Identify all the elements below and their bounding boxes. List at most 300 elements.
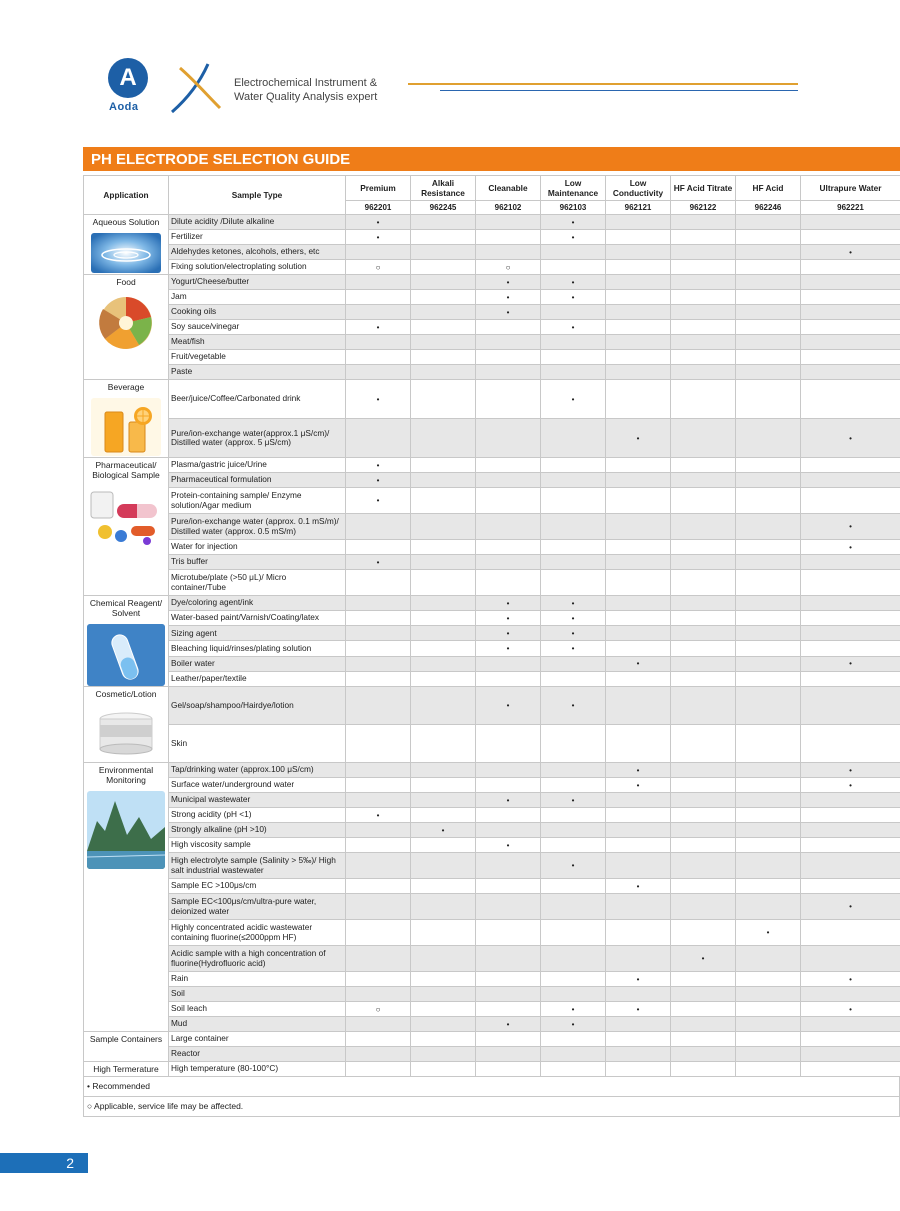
empty-cell <box>346 275 411 290</box>
sample-type-cell: Aldehydes ketones, alcohols, ethers, etc <box>169 245 346 260</box>
legend-recommended: • Recommended <box>83 1076 900 1097</box>
application-label: Beverage <box>107 382 145 392</box>
recommended-mark: • <box>476 305 541 320</box>
empty-cell <box>411 853 476 879</box>
empty-cell <box>476 946 541 972</box>
sample-type-cell: Large container <box>169 1032 346 1047</box>
empty-cell <box>606 626 671 641</box>
empty-cell <box>736 1032 801 1047</box>
empty-cell <box>541 778 606 793</box>
empty-cell <box>541 1062 606 1077</box>
recommended-mark: • <box>801 540 900 555</box>
empty-cell <box>346 611 411 626</box>
empty-cell <box>411 350 476 365</box>
recommended-mark: • <box>801 1002 900 1017</box>
page-header <box>0 0 900 130</box>
guide-title: PH ELECTRODE SELECTION GUIDE <box>83 147 900 171</box>
empty-cell <box>476 894 541 920</box>
sample-type-cell: Boiler water <box>169 656 346 671</box>
empty-cell <box>801 687 900 725</box>
recommended-mark: • <box>801 972 900 987</box>
empty-cell <box>736 215 801 230</box>
empty-cell <box>606 1017 671 1032</box>
application-label: Pharmaceutical/ Biological Sample <box>92 460 160 480</box>
empty-cell <box>736 946 801 972</box>
recommended-mark: • <box>346 320 411 335</box>
empty-cell <box>801 987 900 1002</box>
empty-cell <box>541 725 606 763</box>
empty-cell <box>411 987 476 1002</box>
empty-cell <box>736 488 801 514</box>
sample-type-cell: High temperature (80-100°C) <box>169 1062 346 1077</box>
food-image <box>91 293 161 351</box>
table-row <box>84 380 900 419</box>
recommended-mark: • <box>476 626 541 641</box>
recommended-mark: • <box>541 853 606 879</box>
empty-cell <box>476 1047 541 1062</box>
empty-cell <box>606 260 671 275</box>
sample-type-cell: Gel/soap/shampoo/Hairdye/lotion <box>169 687 346 725</box>
table-row <box>84 275 900 290</box>
empty-cell <box>671 987 736 1002</box>
empty-cell <box>411 1032 476 1047</box>
empty-cell <box>476 1002 541 1017</box>
empty-cell <box>411 1047 476 1062</box>
header-model-name: Ultrapure Water <box>801 176 900 201</box>
empty-cell <box>411 365 476 380</box>
empty-cell <box>476 808 541 823</box>
empty-cell <box>411 641 476 656</box>
sample-type-cell: Mud <box>169 1017 346 1032</box>
empty-cell <box>411 611 476 626</box>
empty-cell <box>346 894 411 920</box>
empty-cell <box>411 320 476 335</box>
empty-cell <box>736 540 801 555</box>
applicable-mark: ○ <box>346 260 411 275</box>
empty-cell <box>476 540 541 555</box>
table-row <box>84 458 900 473</box>
empty-cell <box>476 514 541 540</box>
empty-cell <box>411 215 476 230</box>
table-row <box>84 920 900 946</box>
empty-cell <box>541 823 606 838</box>
empty-cell <box>671 808 736 823</box>
recommended-mark: • <box>801 656 900 671</box>
table-row <box>84 215 900 230</box>
empty-cell <box>801 823 900 838</box>
empty-cell <box>801 1047 900 1062</box>
header-model-code: 962103 <box>541 201 606 215</box>
empty-cell <box>606 230 671 245</box>
empty-cell <box>801 350 900 365</box>
empty-cell <box>606 275 671 290</box>
empty-cell <box>736 473 801 488</box>
empty-cell <box>411 1062 476 1077</box>
empty-cell <box>346 626 411 641</box>
empty-cell <box>541 514 606 540</box>
empty-cell <box>476 778 541 793</box>
empty-cell <box>671 245 736 260</box>
empty-cell <box>671 853 736 879</box>
page-number: 2 <box>0 1153 88 1173</box>
empty-cell <box>736 823 801 838</box>
empty-cell <box>541 473 606 488</box>
empty-cell <box>411 596 476 611</box>
empty-cell <box>476 458 541 473</box>
empty-cell <box>346 1047 411 1062</box>
empty-cell <box>541 763 606 778</box>
table-row <box>84 611 900 626</box>
table-row <box>84 656 900 671</box>
empty-cell <box>671 365 736 380</box>
application-label: Aqueous Solution <box>92 217 160 227</box>
empty-cell <box>346 290 411 305</box>
empty-cell <box>736 853 801 879</box>
recommended-mark: • <box>541 290 606 305</box>
recommended-mark: • <box>801 778 900 793</box>
sample-type-cell: Paste <box>169 365 346 380</box>
empty-cell <box>736 245 801 260</box>
application-cell <box>84 687 169 763</box>
empty-cell <box>671 611 736 626</box>
recommended-mark: • <box>801 763 900 778</box>
table-row <box>84 793 900 808</box>
empty-cell <box>671 419 736 458</box>
recommended-mark: • <box>606 879 671 894</box>
empty-cell <box>476 823 541 838</box>
empty-cell <box>606 987 671 1002</box>
empty-cell <box>801 946 900 972</box>
empty-cell <box>671 641 736 656</box>
empty-cell <box>346 946 411 972</box>
empty-cell <box>411 514 476 540</box>
empty-cell <box>606 611 671 626</box>
empty-cell <box>541 972 606 987</box>
empty-cell <box>671 778 736 793</box>
application-cell <box>84 1032 169 1062</box>
empty-cell <box>411 687 476 725</box>
empty-cell <box>541 1047 606 1062</box>
empty-cell <box>541 260 606 275</box>
recommended-mark: • <box>476 596 541 611</box>
empty-cell <box>411 380 476 419</box>
sample-type-cell: Sizing agent <box>169 626 346 641</box>
empty-cell <box>736 380 801 419</box>
empty-cell <box>346 570 411 596</box>
empty-cell <box>671 540 736 555</box>
empty-cell <box>411 725 476 763</box>
table-row <box>84 987 900 1002</box>
sample-type-cell: Highly concentrated acidic wastewater containing fluorine(≤2000ppm HF) <box>169 920 346 946</box>
empty-cell <box>671 488 736 514</box>
empty-cell <box>346 514 411 540</box>
table-row <box>84 823 900 838</box>
empty-cell <box>801 275 900 290</box>
empty-cell <box>411 230 476 245</box>
empty-cell <box>346 987 411 1002</box>
empty-cell <box>411 894 476 920</box>
table-row <box>84 540 900 555</box>
empty-cell <box>541 808 606 823</box>
recommended-mark: • <box>801 245 900 260</box>
empty-cell <box>411 245 476 260</box>
header-model-name: Cleanable <box>476 176 541 201</box>
empty-cell <box>606 245 671 260</box>
empty-cell <box>606 793 671 808</box>
empty-cell <box>606 320 671 335</box>
empty-cell <box>346 853 411 879</box>
empty-cell <box>671 894 736 920</box>
recommended-mark: • <box>346 458 411 473</box>
empty-cell <box>541 458 606 473</box>
empty-cell <box>476 473 541 488</box>
empty-cell <box>606 488 671 514</box>
empty-cell <box>736 305 801 320</box>
table-row <box>84 1017 900 1032</box>
empty-cell <box>671 335 736 350</box>
sample-type-cell: Beer/juice/Coffee/Carbonated drink <box>169 380 346 419</box>
empty-cell <box>541 946 606 972</box>
empty-cell <box>801 596 900 611</box>
empty-cell <box>736 290 801 305</box>
empty-cell <box>801 570 900 596</box>
recommended-mark: • <box>541 793 606 808</box>
empty-cell <box>606 1032 671 1047</box>
empty-cell <box>411 808 476 823</box>
recommended-mark: • <box>541 215 606 230</box>
sample-type-cell: Acidic sample with a high concentration of fluorine(Hydrofluoric acid) <box>169 946 346 972</box>
table-row <box>84 1032 900 1047</box>
legend-applicable: ○ Applicable, service life may be affected. <box>83 1096 900 1117</box>
empty-cell <box>606 853 671 879</box>
landscape-image <box>87 791 165 869</box>
sample-type-cell: Soil leach <box>169 1002 346 1017</box>
empty-cell <box>476 230 541 245</box>
recommended-mark: • <box>541 611 606 626</box>
empty-cell <box>476 1062 541 1077</box>
empty-cell <box>671 596 736 611</box>
empty-cell <box>411 972 476 987</box>
empty-cell <box>606 473 671 488</box>
empty-cell <box>801 555 900 570</box>
table-row <box>84 473 900 488</box>
recommended-mark: • <box>606 972 671 987</box>
empty-cell <box>736 335 801 350</box>
empty-cell <box>411 335 476 350</box>
empty-cell <box>411 290 476 305</box>
empty-cell <box>541 1032 606 1047</box>
empty-cell <box>606 380 671 419</box>
empty-cell <box>736 972 801 987</box>
empty-cell <box>476 656 541 671</box>
sample-type-cell: Leather/paper/textile <box>169 671 346 686</box>
table-row <box>84 641 900 656</box>
empty-cell <box>476 725 541 763</box>
application-cell <box>84 1062 169 1077</box>
applicable-mark: ○ <box>346 1002 411 1017</box>
empty-cell <box>606 350 671 365</box>
table-row <box>84 290 900 305</box>
empty-cell <box>671 972 736 987</box>
table-row <box>84 320 900 335</box>
empty-cell <box>411 458 476 473</box>
empty-cell <box>671 879 736 894</box>
empty-cell <box>476 365 541 380</box>
recommended-mark: • <box>606 1002 671 1017</box>
empty-cell <box>411 879 476 894</box>
header-model-code: 962122 <box>671 201 736 215</box>
empty-cell <box>346 335 411 350</box>
empty-cell <box>801 488 900 514</box>
empty-cell <box>541 245 606 260</box>
table-row <box>84 1002 900 1017</box>
empty-cell <box>411 946 476 972</box>
empty-cell <box>606 687 671 725</box>
empty-cell <box>736 419 801 458</box>
recommended-mark: • <box>606 419 671 458</box>
sample-type-cell: Rain <box>169 972 346 987</box>
sample-type-cell: Sample EC >100μs/cm <box>169 879 346 894</box>
decorative-line-blue <box>440 90 798 91</box>
empty-cell <box>671 215 736 230</box>
empty-cell <box>801 290 900 305</box>
application-cell <box>84 763 169 1032</box>
empty-cell <box>736 894 801 920</box>
empty-cell <box>346 823 411 838</box>
empty-cell <box>801 1032 900 1047</box>
water-drop-image <box>91 233 161 273</box>
empty-cell <box>671 793 736 808</box>
empty-cell <box>411 793 476 808</box>
empty-cell <box>476 350 541 365</box>
empty-cell <box>346 305 411 320</box>
empty-cell <box>411 838 476 853</box>
empty-cell <box>476 853 541 879</box>
empty-cell <box>801 793 900 808</box>
empty-cell <box>541 671 606 686</box>
sample-type-cell: Cooking oils <box>169 305 346 320</box>
sample-type-cell: Municipal wastewater <box>169 793 346 808</box>
empty-cell <box>736 230 801 245</box>
selection-guide-table <box>83 175 900 1117</box>
test-tube-image <box>87 624 165 686</box>
table-row <box>84 763 900 778</box>
tagline-line-2: Water Quality Analysis expert <box>234 91 378 103</box>
empty-cell <box>541 838 606 853</box>
empty-cell <box>671 230 736 245</box>
empty-cell <box>411 275 476 290</box>
empty-cell <box>411 555 476 570</box>
empty-cell <box>671 656 736 671</box>
empty-cell <box>671 555 736 570</box>
empty-cell <box>801 215 900 230</box>
application-cell <box>84 275 169 380</box>
header-model-name: Premium <box>346 176 411 201</box>
empty-cell <box>606 725 671 763</box>
table-row <box>84 365 900 380</box>
empty-cell <box>736 763 801 778</box>
empty-cell <box>801 380 900 419</box>
header-model-code: 962201 <box>346 201 411 215</box>
empty-cell <box>801 305 900 320</box>
empty-cell <box>736 570 801 596</box>
table-row <box>84 894 900 920</box>
recommended-mark: • <box>346 380 411 419</box>
sample-type-cell: Soy sauce/vinegar <box>169 320 346 335</box>
sample-type-cell: Strong acidity (pH <1) <box>169 808 346 823</box>
empty-cell <box>541 879 606 894</box>
sample-type-cell: Water-based paint/Varnish/Coating/latex <box>169 611 346 626</box>
empty-cell <box>801 320 900 335</box>
empty-cell <box>671 1032 736 1047</box>
empty-cell <box>606 1062 671 1077</box>
empty-cell <box>801 260 900 275</box>
empty-cell <box>671 838 736 853</box>
header-model-code: 962121 <box>606 201 671 215</box>
empty-cell <box>801 1062 900 1077</box>
aoda-logo-icon: A <box>108 58 148 98</box>
empty-cell <box>476 245 541 260</box>
empty-cell <box>671 290 736 305</box>
sample-type-cell: Tris buffer <box>169 555 346 570</box>
sample-type-cell: Pure/ion-exchange water (approx. 0.1 mS/m)/ Distilled water (approx. 0.5 mS/m) <box>169 514 346 540</box>
empty-cell <box>801 611 900 626</box>
recommended-mark: • <box>541 1002 606 1017</box>
empty-cell <box>606 570 671 596</box>
recommended-mark: • <box>736 920 801 946</box>
application-label: Cosmetic/Lotion <box>95 689 157 699</box>
recommended-mark: • <box>411 823 476 838</box>
x-emblem-icon <box>168 60 224 116</box>
empty-cell <box>411 570 476 596</box>
recommended-mark: • <box>606 763 671 778</box>
empty-cell <box>411 419 476 458</box>
sample-type-cell: Pharmaceutical formulation <box>169 473 346 488</box>
empty-cell <box>541 656 606 671</box>
empty-cell <box>346 245 411 260</box>
recommended-mark: • <box>476 687 541 725</box>
empty-cell <box>541 894 606 920</box>
empty-cell <box>801 230 900 245</box>
recommended-mark: • <box>541 320 606 335</box>
empty-cell <box>671 458 736 473</box>
recommended-mark: • <box>606 656 671 671</box>
sample-type-cell: Water for injection <box>169 540 346 555</box>
recommended-mark: • <box>476 611 541 626</box>
empty-cell <box>346 793 411 808</box>
application-label: Chemical Reagent/ Solvent <box>89 598 163 618</box>
empty-cell <box>476 380 541 419</box>
empty-cell <box>736 626 801 641</box>
recommended-mark: • <box>476 838 541 853</box>
tagline <box>234 76 377 104</box>
recommended-mark: • <box>541 687 606 725</box>
recommended-mark: • <box>801 894 900 920</box>
empty-cell <box>606 823 671 838</box>
empty-cell <box>606 838 671 853</box>
empty-cell <box>671 687 736 725</box>
empty-cell <box>476 763 541 778</box>
sample-type-cell: Yogurt/Cheese/butter <box>169 275 346 290</box>
recommended-mark: • <box>541 380 606 419</box>
empty-cell <box>346 920 411 946</box>
empty-cell <box>541 987 606 1002</box>
table-row <box>84 260 900 275</box>
empty-cell <box>411 473 476 488</box>
recommended-mark: • <box>541 596 606 611</box>
sample-type-cell: High viscosity sample <box>169 838 346 853</box>
sample-type-cell: Microtube/plate (>50 μL)/ Micro container/Tube <box>169 570 346 596</box>
